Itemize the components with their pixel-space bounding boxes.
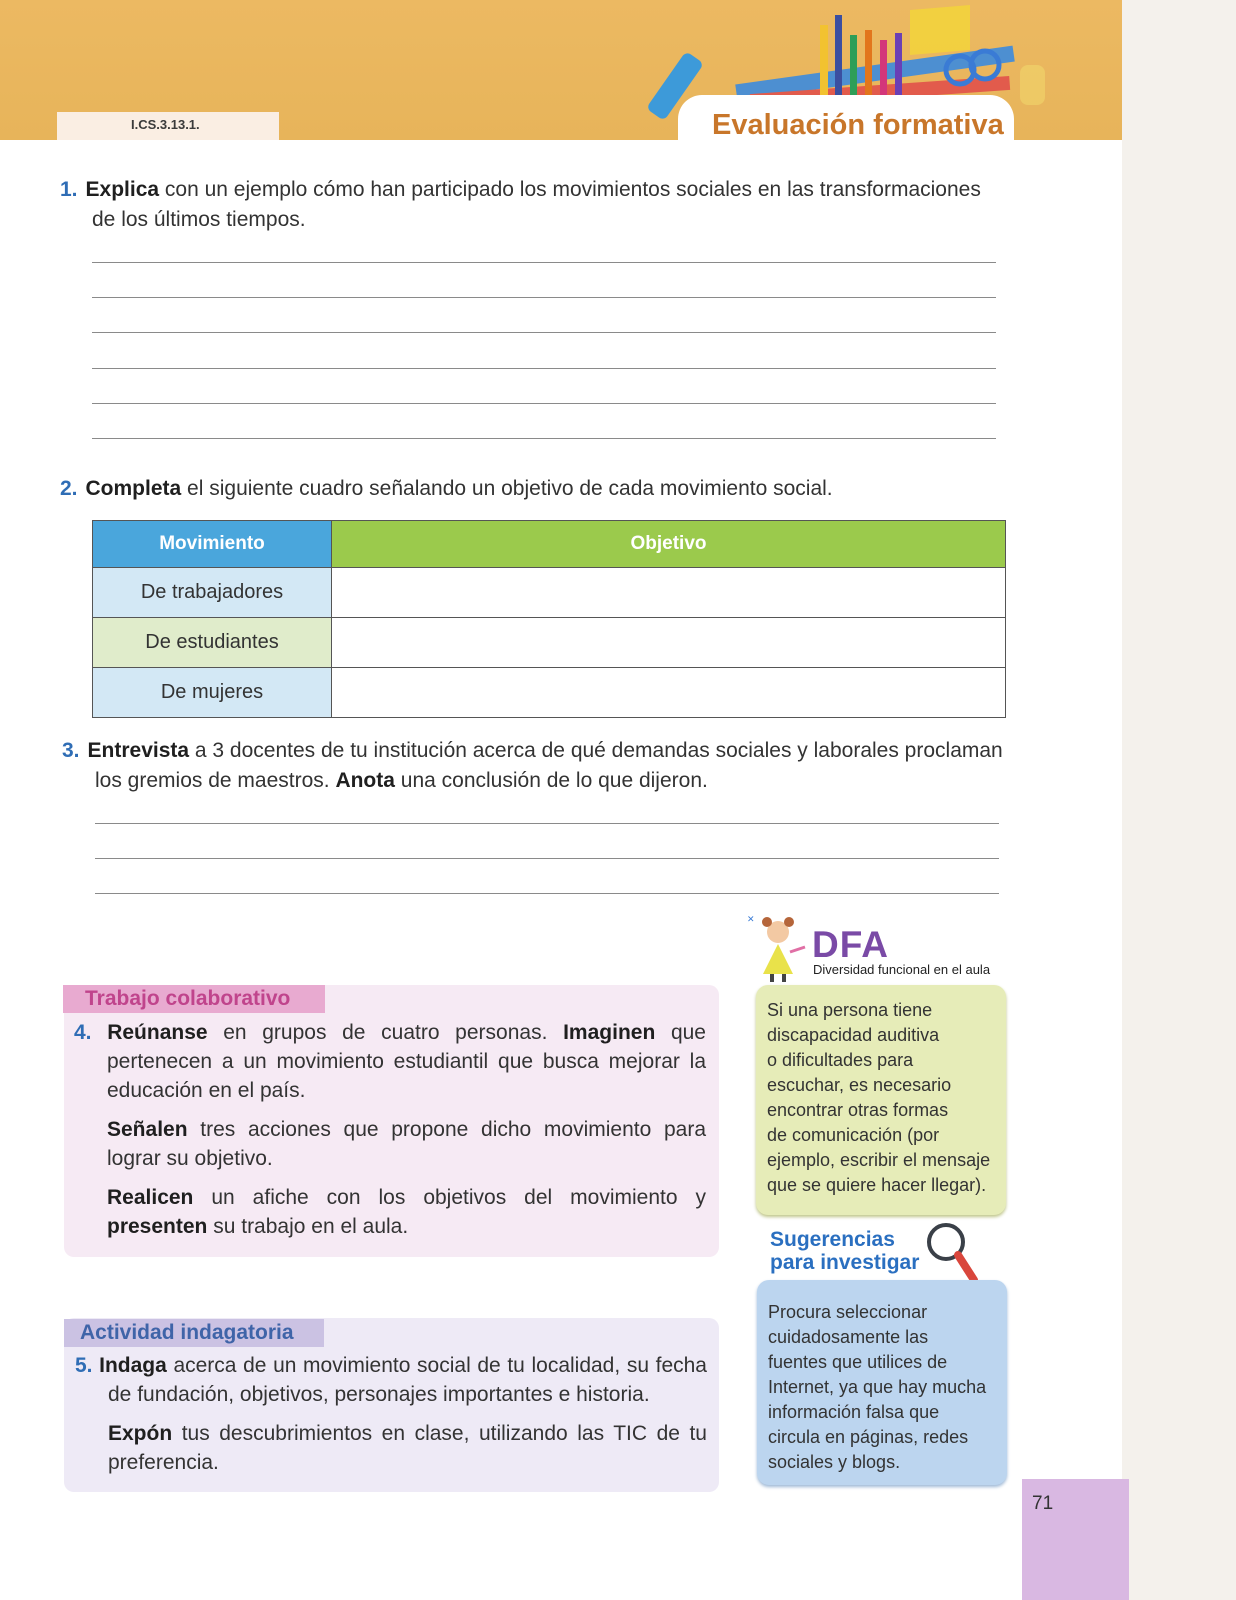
section-title: Evaluación formativa [712,109,1004,141]
question-text: el siguiente cuadro señalando un objetivo de cada movimiento social. [187,477,833,500]
objective-cell[interactable] [332,568,1006,618]
activity-number: 5. [75,1354,93,1377]
page-number: 71 [1032,1493,1054,1514]
objective-cell[interactable] [332,618,1006,668]
activity-text: un afiche con los objetivos del movimiento y [211,1186,706,1209]
table-row [93,668,1006,718]
activity-5 [75,1351,707,1477]
dfa-line: escuchar, es necesario [767,1075,952,1095]
question-number: 2. [60,477,78,500]
activity-4 [74,1018,706,1241]
activity-text: tres acciones que propone dicho movimiento para lograr su objetivo. [107,1118,706,1170]
dfa-line: de comunicación (por [767,1125,940,1145]
answer-line[interactable] [92,438,996,439]
suggestions-line: Procura seleccionar [768,1302,928,1322]
question-2 [60,474,1020,504]
activity-text: acerca de un movimiento social de tu localidad, su fecha de fundación, objetivos, personajes importantes e historia. [108,1354,707,1406]
activity-verb: Expón [108,1422,173,1445]
answer-line[interactable] [92,297,996,298]
suggestions-line: Internet, ya que hay mucha [768,1377,987,1397]
activity-verb: Indaga [99,1354,167,1377]
answer-line[interactable] [92,403,996,404]
answer-line[interactable] [95,823,999,824]
question-verb: Anota [335,769,395,792]
activity-text: que pertenecen a un movimiento estudiantil que busca mejorar la educación en el país. [107,1021,706,1102]
suggestions-line: sociales y blogs. [768,1452,901,1472]
page-number-tab [1022,1479,1129,1600]
question-text-line2 [62,766,1022,796]
activity-verb: presenten [107,1215,208,1238]
dfa-subtitle: Diversidad funcional en el aula [813,962,991,977]
girl-mascot-icon [745,912,811,984]
dfa-title: DFA [812,924,889,965]
question-number: 1. [60,178,78,201]
inquiry-activity-label: Actividad indagatoria [64,1319,324,1347]
question-text: a 3 docentes de tu institución acerca de qué demandas sociales y laborales proclaman [194,739,1003,762]
activity-verb: Realicen [107,1186,194,1209]
movement-cell: De trabajadores [93,568,332,618]
answer-line[interactable] [92,262,996,263]
question-number: 3. [62,739,80,762]
dfa-line: ejemplo, escribir el mensaje [767,1150,991,1170]
question-1 [60,175,1020,235]
activity-verb: Imaginen [563,1021,656,1044]
dfa-line: que se quiere hacer llegar). [767,1175,987,1195]
suggestions-title-line: para investigar [770,1251,920,1274]
question-text-part: los gremios de maestros. [95,769,330,792]
dfa-line: Si una persona tiene [767,1000,933,1020]
activity-verb: Reúnanse [107,1021,208,1044]
activity-verb: Señalen [107,1118,188,1141]
page-margin [1122,0,1236,1600]
suggestions-title-line: Sugerencias [770,1228,895,1251]
dfa-line: o dificultades para [767,1050,914,1070]
question-verb: Explica [85,178,160,201]
answer-line[interactable] [92,368,996,369]
magnifier-icon [924,1220,982,1286]
suggestions-line: circula en páginas, redes [768,1427,969,1447]
table-header-movimiento: Movimiento [93,521,332,568]
objective-cell[interactable] [332,668,1006,718]
suggestions-line: fuentes que utilices de [768,1352,948,1372]
activity-text: tus descubrimientos en clase, utilizando las TIC de tu preferencia. [108,1422,707,1474]
dfa-line: discapacidad auditiva [767,1025,940,1045]
suggestions-line: información falsa que [768,1402,940,1422]
question-text: con un ejemplo cómo han participado los movimientos sociales en las transformaciones [164,178,981,201]
movement-cell: De mujeres [93,668,332,718]
table-row [93,618,1006,668]
answer-line[interactable] [95,858,999,859]
dfa-text [767,998,1003,1198]
table-header-objetivo: Objetivo [332,521,1006,568]
question-verb: Completa [85,477,182,500]
table-row [93,568,1006,618]
suggestions-title [770,1228,919,1274]
suggestions-text [768,1300,1002,1475]
activity-text: su trabajo en el aula. [213,1215,409,1238]
movements-table [92,520,1006,718]
question-text-line2: de los últimos tiempos. [92,208,306,231]
curriculum-code-tab [57,112,279,140]
curriculum-code: I.CS.3.13.1. [131,117,200,132]
answer-line[interactable] [95,893,999,894]
dfa-line: encontrar otras formas [767,1100,949,1120]
svg-text:✕: ✕ [747,915,755,925]
suggestions-line: cuidadosamente las [768,1327,929,1347]
question-text-part: una conclusión de lo que dijeron. [400,769,708,792]
activity-number: 4. [74,1021,92,1044]
answer-line[interactable] [92,332,996,333]
activity-text: en grupos de cuatro personas. [223,1021,548,1044]
question-verb: Entrevista [87,739,190,762]
question-3 [62,736,1022,796]
collaborative-work-label: Trabajo colaborativo [63,985,325,1013]
section-title-tab [678,95,1014,147]
movement-cell: De estudiantes [93,618,332,668]
